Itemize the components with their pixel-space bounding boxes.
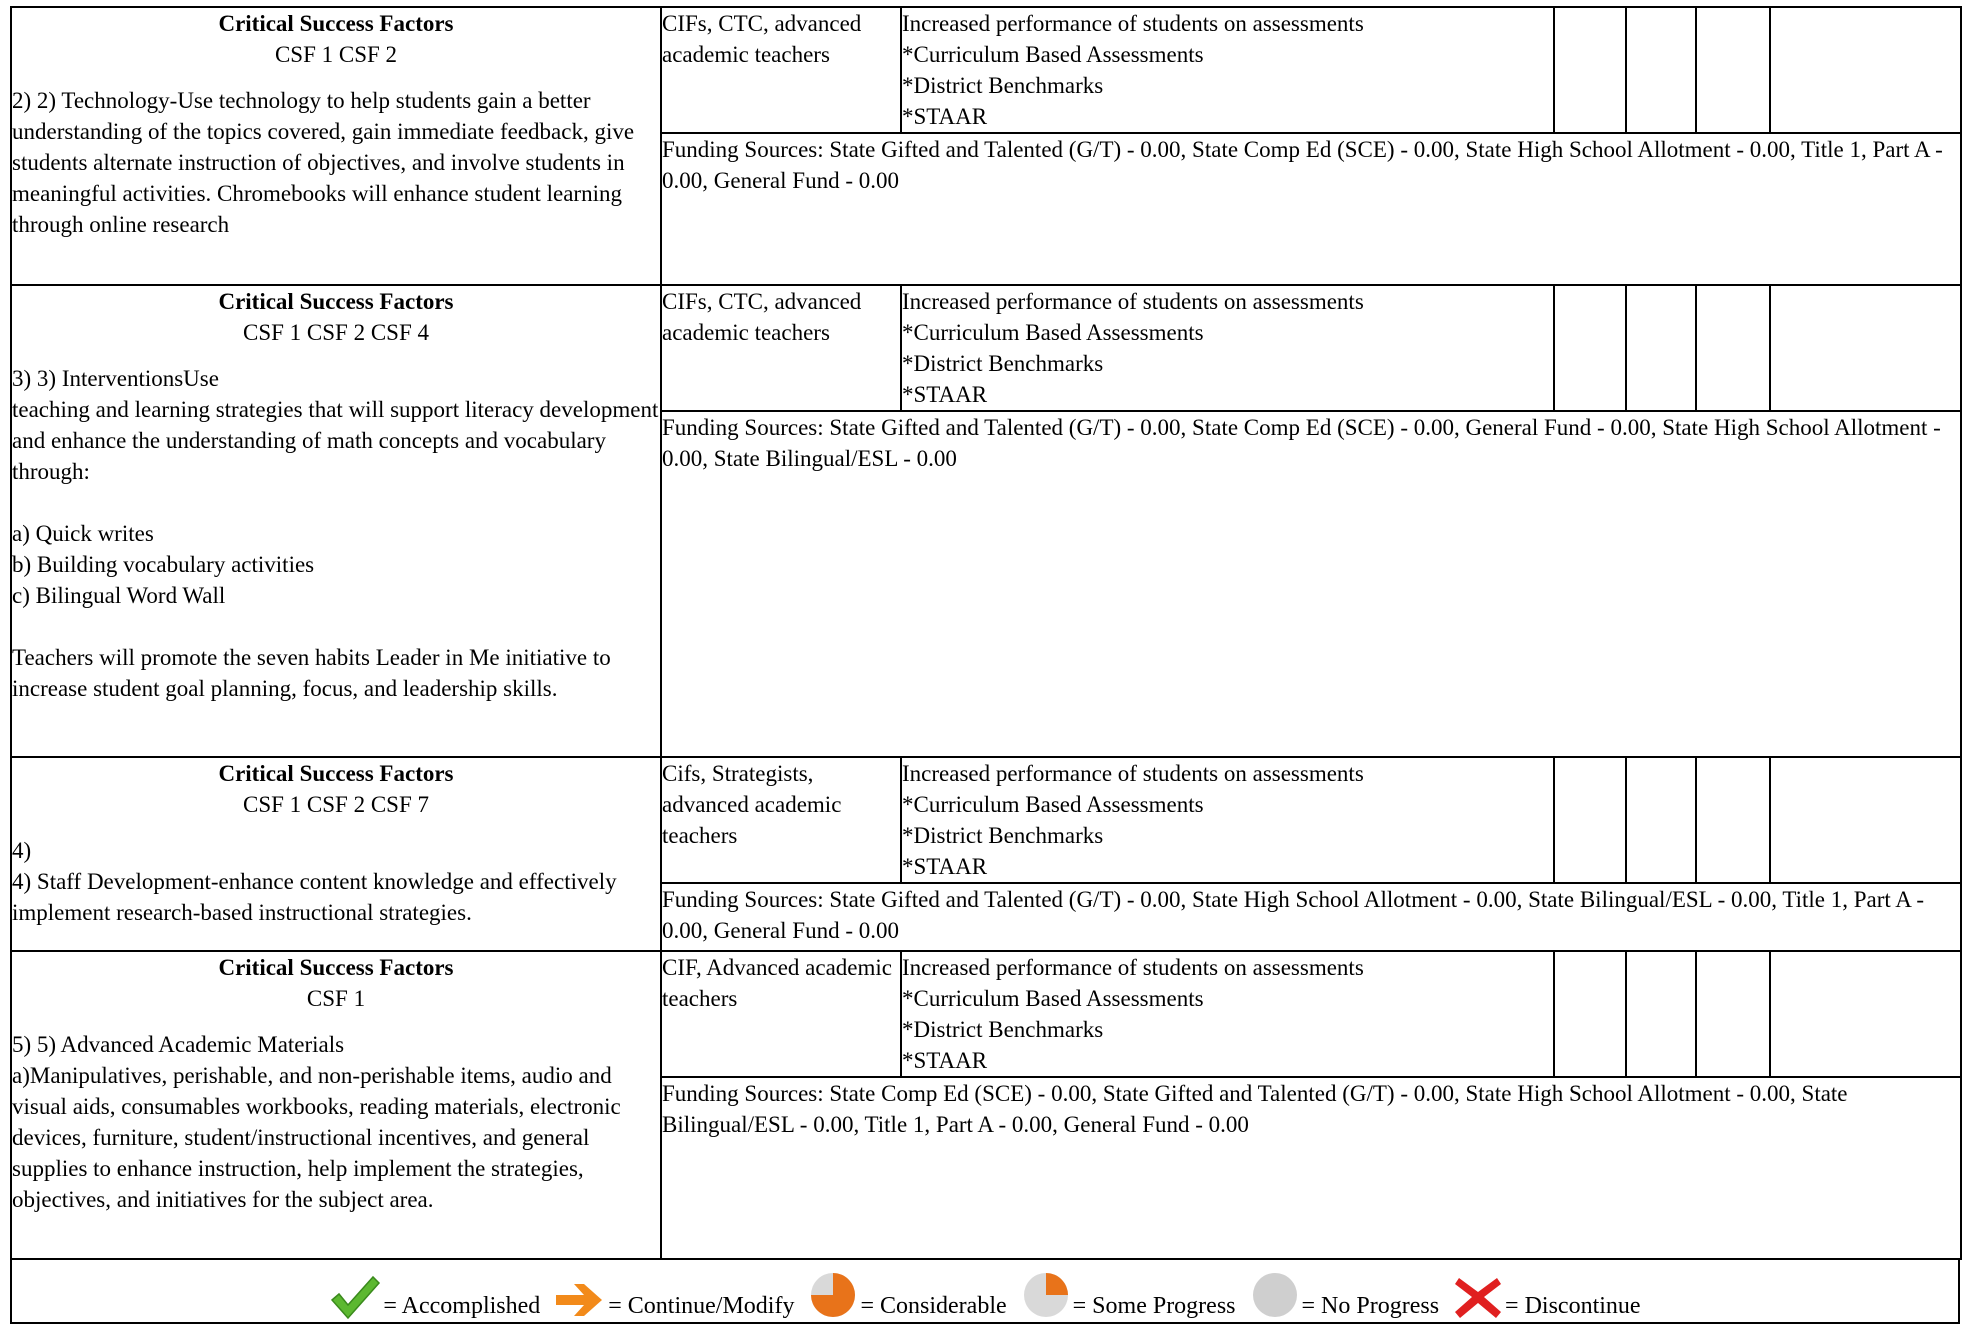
review-cell [1554, 951, 1626, 1077]
strategy-table [10, 6, 1962, 1260]
review-cell [1770, 7, 1961, 133]
staff-responsible: Cifs, Strategists, advanced academic teachers [661, 757, 901, 883]
legend-some-progress [1021, 1270, 1236, 1320]
red-x-icon [1453, 1274, 1503, 1320]
strategy-cell [11, 285, 661, 757]
strategy-description: 3) 3) InterventionsUse teaching and learning strategies that will support literacy development and enhance the understanding of math concepts and vocabulary through: a) Quick writes b) Building vocabulary activities c) Bilingual Word Wall Teachers will promote the seven habits Leader in Me initiative to increase student goal planning, focus, and leadership skills. [12, 366, 659, 701]
csf-codes: CSF 1 CSF 2 CSF 4 [242, 320, 430, 345]
review-cell [1554, 757, 1626, 883]
legend-some-progress-label: = Some Progress [1072, 1293, 1236, 1319]
outcome-line: *STAAR [902, 382, 988, 407]
outcome-line: *District Benchmarks [902, 1017, 1104, 1042]
outcome-line: Increased performance of students on assessments [902, 955, 1364, 980]
funding-sources: Funding Sources: State Gifted and Talented (G/T) - 0.00, State High School Allotment - 0.00, State Bilingual/ESL - 0.00, Title 1, Part A - 0.00, General Fund - 0.00 [661, 883, 1961, 951]
csf-title: Critical Success Factors [218, 955, 454, 980]
strategy-description: 4) 4) Staff Development-enhance content knowledge and effectively implement research-based instructional strategies. [12, 838, 617, 925]
legend-considerable [808, 1270, 1006, 1320]
three-quarter-pie-icon [808, 1270, 858, 1320]
staff-responsible: CIF, Advanced academic teachers [661, 951, 901, 1077]
csf-codes: CSF 1 CSF 2 [274, 42, 398, 67]
strategy-row [11, 757, 1961, 883]
outcome-line: Increased performance of students on assessments [902, 289, 1364, 314]
legend-accomplished-label: = Accomplished [383, 1293, 541, 1319]
strategy-cell [11, 757, 661, 951]
funding-sources: Funding Sources: State Comp Ed (SCE) - 0.00, State Gifted and Talented (G/T) - 0.00, State High School Allotment - 0.00, State Bilingual/ESL - 0.00, Title 1, Part A - 0.00, General Fund - 0.00 [661, 1077, 1961, 1259]
strategy-cell [11, 7, 661, 285]
review-cell [1770, 951, 1961, 1077]
csf-title: Critical Success Factors [218, 761, 454, 786]
csf-codes: CSF 1 CSF 2 CSF 7 [242, 792, 430, 817]
staff-responsible: CIFs, CTC, advanced academic teachers [661, 285, 901, 411]
expected-outcome [901, 7, 1554, 133]
quarter-pie-icon [1021, 1270, 1071, 1320]
csf-title: Critical Success Factors [218, 289, 454, 314]
gray-circle-icon [1250, 1270, 1300, 1320]
csf-codes: CSF 1 [306, 986, 366, 1011]
legend-continue-label: = Continue/Modify [608, 1293, 795, 1319]
outcome-line: *Curriculum Based Assessments [902, 42, 1204, 67]
review-cell [1626, 285, 1696, 411]
review-cell [1554, 285, 1626, 411]
outcome-line: *STAAR [902, 854, 988, 879]
outcome-line: *STAAR [902, 1048, 988, 1073]
outcome-line: Increased performance of students on assessments [902, 761, 1364, 786]
review-cell [1696, 757, 1770, 883]
strategy-row [11, 951, 1961, 1077]
expected-outcome [901, 285, 1554, 411]
funding-sources: Funding Sources: State Gifted and Talented (G/T) - 0.00, State Comp Ed (SCE) - 0.00, General Fund - 0.00, State High School Allotment - 0.00, State Bilingual/ESL - 0.00 [661, 411, 1961, 757]
outcome-line: *Curriculum Based Assessments [902, 320, 1204, 345]
outcome-line: *Curriculum Based Assessments [902, 986, 1204, 1011]
expected-outcome [901, 757, 1554, 883]
review-cell [1770, 757, 1961, 883]
outcome-line: *District Benchmarks [902, 823, 1104, 848]
green-checkmark-icon [329, 1274, 381, 1320]
strategy-description: 5) 5) Advanced Academic Materials a)Manipulatives, perishable, and non-perishable items, audio and visual aids, consumables workbooks, reading materials, electronic devices, furniture, student/instructional incentives, and general supplies to enhance instruction, help implement the strategies, objectives, and initiatives for the subject area. [12, 1032, 621, 1212]
plan-sheet [10, 6, 1960, 1337]
review-cell [1770, 285, 1961, 411]
outcome-line: *District Benchmarks [902, 73, 1104, 98]
legend-continue [554, 1280, 794, 1320]
legend [10, 1260, 1960, 1324]
review-cell [1626, 757, 1696, 883]
review-cell [1696, 7, 1770, 133]
staff-responsible: CIFs, CTC, advanced academic teachers [661, 7, 901, 133]
review-cell [1626, 7, 1696, 133]
legend-discontinue [1453, 1274, 1641, 1320]
funding-sources: Funding Sources: State Gifted and Talented (G/T) - 0.00, State Comp Ed (SCE) - 0.00, State High School Allotment - 0.00, Title 1, Part A - 0.00, General Fund - 0.00 [661, 133, 1961, 285]
legend-no-progress-label: = No Progress [1301, 1293, 1440, 1319]
outcome-line: *District Benchmarks [902, 351, 1104, 376]
strategy-cell [11, 951, 661, 1259]
expected-outcome [901, 951, 1554, 1077]
review-cell [1696, 285, 1770, 411]
legend-discontinue-label: = Discontinue [1505, 1293, 1641, 1319]
csf-title: Critical Success Factors [218, 11, 454, 36]
review-cell [1554, 7, 1626, 133]
legend-considerable-label: = Considerable [860, 1293, 1007, 1319]
outcome-line: *Curriculum Based Assessments [902, 792, 1204, 817]
review-cell [1626, 951, 1696, 1077]
strategy-row [11, 285, 1961, 411]
orange-arrow-icon [554, 1280, 606, 1320]
strategy-description: 2) 2) Technology-Use technology to help students gain a better understanding of the topics covered, gain immediate feedback, give students alternate instruction of objectives, and involve students in meaningful activities. Chromebooks will enhance student learning through online research [12, 88, 635, 237]
outcome-line: Increased performance of students on assessments [902, 11, 1364, 36]
strategy-row [11, 7, 1961, 133]
legend-accomplished [329, 1274, 540, 1320]
review-cell [1696, 951, 1770, 1077]
legend-no-progress [1250, 1270, 1440, 1320]
outcome-line: *STAAR [902, 104, 988, 129]
